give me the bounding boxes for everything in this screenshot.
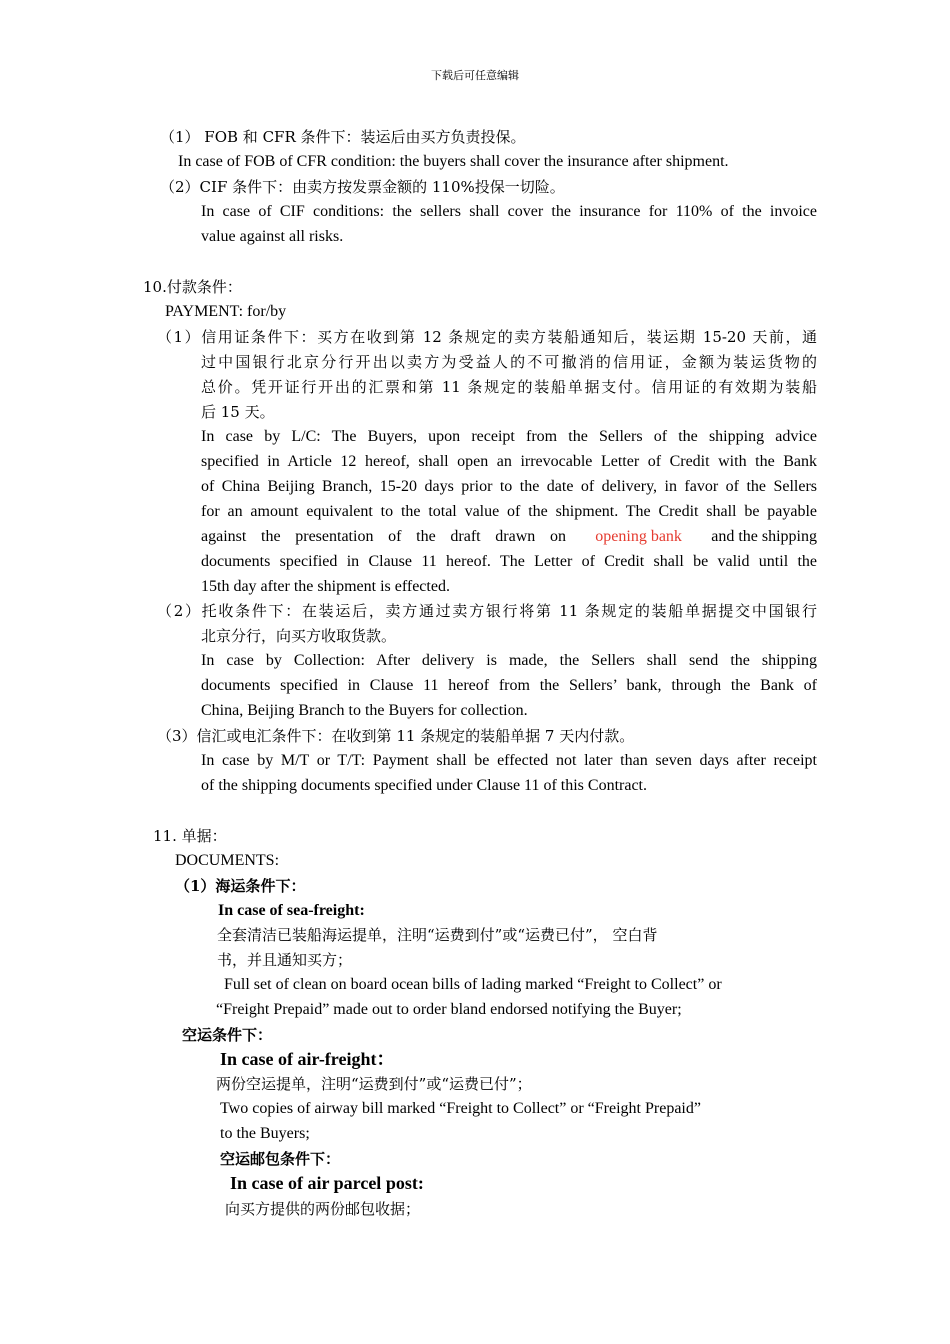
draft-word: against bbox=[201, 528, 247, 545]
lc-en-line: for an amount equivalent to the total value of the shipment. The Credit shall be payable bbox=[201, 503, 817, 520]
insurance-item-2-en-line: value against all risks. bbox=[201, 228, 344, 245]
lc-en-draft-text bbox=[201, 527, 566, 547]
collection-en-line: documents specified in Clause 11 hereof from the Sellers’ bank, through the Bank of bbox=[201, 677, 817, 694]
draft-word: on bbox=[549, 528, 566, 545]
insurance-item-2-en-line: In case of CIF conditions: the sellers shall cover the insurance for 110% of the invoice bbox=[201, 203, 817, 220]
payment-heading-en: PAYMENT: for/by bbox=[165, 303, 287, 320]
documents-heading-cn: 11. 单据： bbox=[153, 827, 227, 845]
air-parcel-heading-cn: 空运邮包条件下： bbox=[220, 1150, 341, 1168]
lc-en-line bbox=[201, 527, 817, 547]
air-parcel-heading-en: In case of air parcel post: bbox=[230, 1173, 424, 1193]
lc-cn-line: 过中国银行北京分行开出以卖方为受益人的不可撤消的信用证，金额为装运货物的 bbox=[201, 353, 817, 371]
draft-word: the bbox=[416, 528, 436, 545]
draft-word: presentation bbox=[295, 528, 374, 545]
collection-en-line: In case by Collection: After delivery is made, the Sellers shall send the shipping bbox=[201, 652, 817, 669]
mt-en-line: of the shipping documents specified under Clause 11 of this Contract. bbox=[201, 777, 647, 794]
draft-word: drawn bbox=[495, 528, 536, 545]
lc-en-line: 15th day after the shipment is effected. bbox=[201, 578, 450, 595]
page-header: 下载后可任意编辑 bbox=[431, 69, 519, 82]
air-freight-en-line: Two copies of airway bill marked “Freight to Collect” or “Freight Prepaid” bbox=[220, 1100, 701, 1117]
air-freight-heading-en: In case of air-freight： bbox=[220, 1049, 395, 1069]
air-freight-cn-line: 两份空运提单，注明“运费到付”或“运费已付”； bbox=[216, 1075, 532, 1093]
sea-freight-en-line: “Freight Prepaid” made out to order bland endorsed notifying the Buyer; bbox=[216, 1001, 682, 1018]
sea-freight-heading-en: In case of sea-freight: bbox=[218, 902, 365, 919]
opening-bank-highlight: opening bank bbox=[595, 528, 682, 545]
documents-heading-en: DOCUMENTS: bbox=[175, 852, 280, 869]
lc-en-line: specified in Article 12 hereof, shall open an irrevocable Letter of Credit with the Bank bbox=[201, 453, 817, 470]
lc-cn-line: 后 15 天。 bbox=[201, 403, 275, 421]
draft-word: the bbox=[261, 528, 281, 545]
mt-cn-line: （3）信汇或电汇条件下：在收到第 11 条规定的装船单据 7 天内付款。 bbox=[157, 727, 635, 745]
air-parcel-cn-line: 向买方提供的两份邮包收据； bbox=[225, 1200, 421, 1218]
draft-word: draft bbox=[450, 528, 481, 545]
lc-cn-line: （1）信用证条件下：买方在收到第 12 条规定的卖方装船通知后，装运期 15-20 天前，通 bbox=[157, 328, 817, 346]
payment-heading-cn: 10.付款条件： bbox=[143, 278, 242, 296]
lc-en-line: of China Beijing Branch, 15-20 days prior to the date of delivery, in favor of the Sellers bbox=[201, 478, 817, 495]
sea-freight-cn-line: 书，并且通知买方； bbox=[217, 951, 353, 969]
air-freight-heading-cn: 空运条件下： bbox=[182, 1026, 273, 1044]
lc-cn-line: 总价。凭开证行开出的汇票和第 11 条规定的装船单据支付。信用证的有效期为装船 bbox=[201, 378, 817, 396]
sea-freight-en-line: Full set of clean on board ocean bills of lading marked “Freight to Collect” or bbox=[224, 976, 722, 993]
insurance-item-2-cn: （2）CIF 条件下：由卖方按发票金额的 110%投保一切险。 bbox=[160, 178, 565, 196]
collection-cn-line: 北京分行，向买方收取货款。 bbox=[201, 627, 397, 645]
insurance-item-1-cn: （1） FOB 和 CFR 条件下：装运后由买方负责投保。 bbox=[160, 128, 526, 146]
sea-freight-cn-line: 全套清洁已装船海运提单，注明“运费到付”或“运费已付”， 空白背 bbox=[217, 926, 658, 944]
collection-cn-line: （2）托收条件下：在装运后，卖方通过卖方银行将第 11 条规定的装船单据提交中国银行 bbox=[157, 602, 817, 620]
sea-freight-heading-cn: （1）海运条件下： bbox=[175, 877, 306, 895]
insurance-item-1-en: In case of FOB of CFR condition: the buyers shall cover the insurance after shipment. bbox=[178, 153, 729, 170]
air-freight-en-line: to the Buyers; bbox=[220, 1125, 310, 1142]
lc-en-shipping-text: and the shipping bbox=[711, 528, 817, 545]
mt-en-line: In case by M/T or T/T: Payment shall be effected not later than seven days after receipt bbox=[201, 752, 817, 769]
collection-en-line: China, Beijing Branch to the Buyers for collection. bbox=[201, 702, 528, 719]
draft-word: of bbox=[388, 528, 402, 545]
lc-en-line: documents specified in Clause 11 hereof. The Letter of Credit shall be valid until the bbox=[201, 553, 817, 570]
lc-en-line: In case by L/C: The Buyers, upon receipt from the Sellers of the shipping advice bbox=[201, 428, 817, 445]
